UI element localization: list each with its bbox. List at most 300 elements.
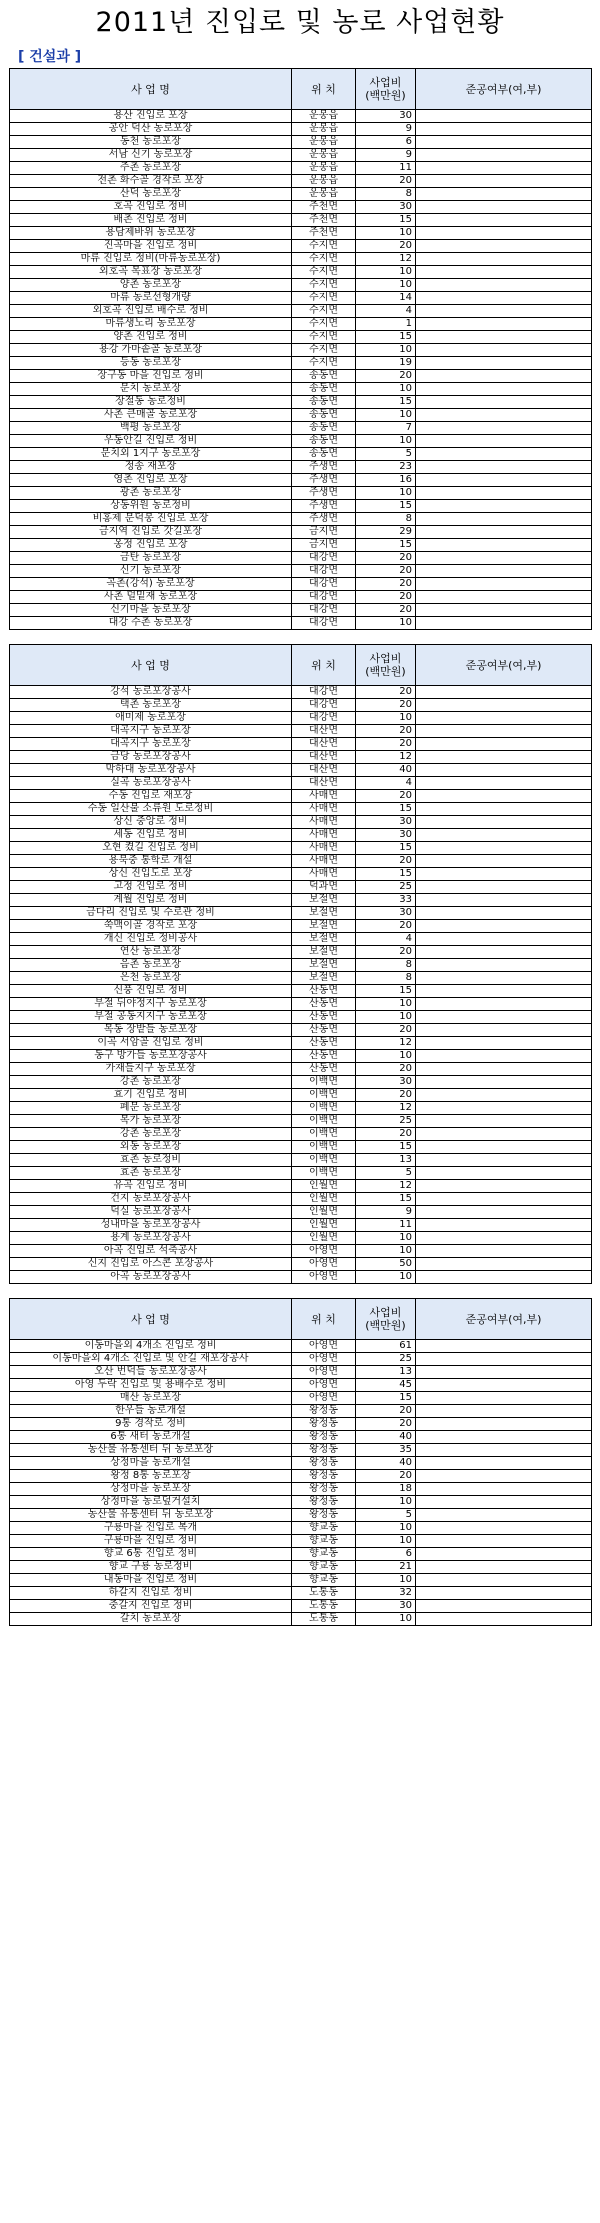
location-cell: 왕정동 [292,1457,356,1470]
completion-cell [416,1219,592,1232]
cost-cell: 8 [356,188,416,201]
cost-cell: 25 [356,1115,416,1128]
project-name-cell: 폐문 농로포장 [10,1102,292,1115]
location-cell: 덕과면 [292,881,356,894]
table-row [10,803,592,816]
cost-cell: 25 [356,1353,416,1366]
project-name-cell: 광촌 농로포장 [10,487,292,500]
location-cell: 보절면 [292,920,356,933]
project-name-cell: 옹정 진입로 포장 [10,539,292,552]
cost-cell: 10 [356,409,416,422]
project-name-cell: 외동 농로포장 [10,1141,292,1154]
location-cell: 사매면 [292,829,356,842]
project-name-cell: 갈치 농로포장 [10,1613,292,1626]
location-cell: 송동면 [292,383,356,396]
location-cell: 수지면 [292,331,356,344]
table-row [10,344,592,357]
location-cell: 인월면 [292,1219,356,1232]
project-name-cell: 쑥맥이골 경작로 포장 [10,920,292,933]
table-row [10,1444,592,1457]
completion-cell [416,266,592,279]
project-name-cell: 강촌 농로포장 [10,1076,292,1089]
cost-cell: 61 [356,1340,416,1353]
location-cell: 운봉읍 [292,188,356,201]
header-cost: 사업비 (백만원) [356,69,416,110]
table-row [10,1063,592,1076]
table-row [10,1219,592,1232]
table-row [10,816,592,829]
cost-cell: 4 [356,933,416,946]
location-cell: 사매면 [292,842,356,855]
project-name-cell: 상신 중앙로 정비 [10,816,292,829]
cost-cell: 10 [356,435,416,448]
table-row [10,123,592,136]
location-cell: 산동면 [292,1050,356,1063]
project-name-cell: 등동 농로포장 [10,357,292,370]
location-cell: 금지면 [292,539,356,552]
completion-cell [416,1457,592,1470]
completion-cell [416,855,592,868]
location-cell: 대강면 [292,578,356,591]
cost-cell: 10 [356,1496,416,1509]
location-cell: 수지면 [292,292,356,305]
table-row [10,201,592,214]
location-cell: 도통동 [292,1613,356,1626]
completion-cell [416,1470,592,1483]
table-row [10,946,592,959]
project-name-cell: 대곡지구 농로포장 [10,725,292,738]
completion-cell [416,539,592,552]
project-name-cell: 오현 켰길 진입로 정비 [10,842,292,855]
location-cell: 수지면 [292,305,356,318]
project-name-cell: 공안 덕산 농로포장 [10,123,292,136]
cost-cell: 21 [356,1561,416,1574]
cost-cell: 15 [356,396,416,409]
table-row [10,1600,592,1613]
cost-cell: 10 [356,1613,416,1626]
cost-cell: 40 [356,764,416,777]
location-cell: 대강면 [292,565,356,578]
table-row [10,617,592,630]
table-row [10,1574,592,1587]
cost-cell: 1 [356,318,416,331]
table-row [10,136,592,149]
project-table [9,644,592,1284]
completion-cell [416,110,592,123]
cost-cell: 10 [356,1535,416,1548]
completion-cell [416,1431,592,1444]
header-cost: 사업비 (백만원) [356,1299,416,1340]
table-row [10,578,592,591]
project-name-cell: 양촌 진입로 정비 [10,331,292,344]
project-name-cell: 은천 농로포장 [10,972,292,985]
project-name-cell: 고정 진입로 정비 [10,881,292,894]
project-name-cell: 상신 진입도로 포장 [10,868,292,881]
location-cell: 왕정동 [292,1496,356,1509]
table-row [10,474,592,487]
table-row [10,240,592,253]
cost-cell: 10 [356,487,416,500]
cost-cell: 8 [356,513,416,526]
completion-cell [416,998,592,1011]
table-row [10,162,592,175]
project-name-cell: 용담제바위 농로포장 [10,227,292,240]
location-cell: 송동면 [292,370,356,383]
cost-cell: 30 [356,110,416,123]
project-table [9,68,592,630]
completion-cell [416,331,592,344]
cost-cell: 20 [356,699,416,712]
project-name-cell: 대곡지구 농로포장 [10,738,292,751]
table-row [10,829,592,842]
project-name-cell: 신지 진입로 아스콘 포장공사 [10,1258,292,1271]
project-name-cell: 택촌 농로포장 [10,699,292,712]
project-name-cell: 성내마을 농로포장공사 [10,1219,292,1232]
project-name-cell: 덕실 농로포장공사 [10,1206,292,1219]
table-row [10,1353,592,1366]
location-cell: 이백면 [292,1154,356,1167]
table-row [10,461,592,474]
location-cell: 대강면 [292,712,356,725]
project-name-cell: 이동마을외 4개소 진입로 정비 [10,1340,292,1353]
project-name-cell: 금지역 진입로 갓길포장 [10,526,292,539]
cost-cell: 20 [356,725,416,738]
location-cell: 송동면 [292,422,356,435]
cost-cell: 50 [356,1258,416,1271]
cost-cell: 12 [356,253,416,266]
completion-cell [416,959,592,972]
cost-cell: 11 [356,1219,416,1232]
project-name-cell: 구룡마을 진입로 복개 [10,1522,292,1535]
project-name-cell: 목가 농로포장 [10,1115,292,1128]
project-name-cell: 신기 농로포장 [10,565,292,578]
completion-cell [416,1115,592,1128]
completion-cell [416,1154,592,1167]
project-name-cell: 상정마을 농로덮거설치 [10,1496,292,1509]
project-name-cell: 금다리 진입로 및 수로관 정비 [10,907,292,920]
table-row [10,1561,592,1574]
location-cell: 이백면 [292,1115,356,1128]
location-cell: 이백면 [292,1089,356,1102]
location-cell: 왕정동 [292,1470,356,1483]
table-row [10,1011,592,1024]
location-cell: 인월면 [292,1232,356,1245]
completion-cell [416,422,592,435]
location-cell: 산동면 [292,998,356,1011]
project-name-cell: 오산 번덕들 농로포장공사 [10,1366,292,1379]
cost-cell: 45 [356,1379,416,1392]
location-cell: 향교동 [292,1535,356,1548]
completion-cell [416,344,592,357]
project-name-cell: 영촌 진입로 포장 [10,474,292,487]
table-row [10,1115,592,1128]
table-row [10,370,592,383]
location-cell: 대산면 [292,764,356,777]
completion-cell [416,1561,592,1574]
location-cell: 아영면 [292,1245,356,1258]
cost-cell: 20 [356,1128,416,1141]
project-name-cell: 수동 일산불 소류원 도로정비 [10,803,292,816]
project-name-cell: 문치외 1지구 농로포장 [10,448,292,461]
project-name-cell: 실곡 농로포장공사 [10,777,292,790]
completion-cell [416,738,592,751]
project-name-cell: 용북중 통학로 개설 [10,855,292,868]
table-row [10,487,592,500]
completion-cell [416,1366,592,1379]
table-row [10,1379,592,1392]
project-name-cell: 주촌 농로포장 [10,162,292,175]
project-name-cell: 향교 6통 진입로 정비 [10,1548,292,1561]
completion-cell [416,292,592,305]
cost-cell: 33 [356,894,416,907]
project-name-cell: 한우들 농로개설 [10,1405,292,1418]
cost-cell: 9 [356,149,416,162]
header-project-name: 사 업 명 [10,1299,292,1340]
completion-cell [416,409,592,422]
completion-cell [416,699,592,712]
table-row [10,777,592,790]
location-cell: 사매면 [292,868,356,881]
cost-cell: 10 [356,1574,416,1587]
location-cell: 아영면 [292,1340,356,1353]
location-cell: 주천면 [292,201,356,214]
cost-cell: 10 [356,344,416,357]
table-row [10,1587,592,1600]
location-cell: 보절면 [292,946,356,959]
cost-cell: 20 [356,1063,416,1076]
location-cell: 금지면 [292,526,356,539]
completion-cell [416,1037,592,1050]
location-cell: 사매면 [292,803,356,816]
table-row [10,227,592,240]
table-row [10,110,592,123]
cost-cell: 15 [356,331,416,344]
cost-cell: 15 [356,803,416,816]
cost-cell: 40 [356,1457,416,1470]
completion-cell [416,240,592,253]
table-row [10,396,592,409]
project-name-cell: 매산 농로포장 [10,1392,292,1405]
project-name-cell: 강석 농로포장공사 [10,686,292,699]
project-name-cell: 목동 장밭들 농로포장 [10,1024,292,1037]
completion-cell [416,253,592,266]
table-row [10,1522,592,1535]
location-cell: 아영면 [292,1379,356,1392]
location-cell: 이백면 [292,1141,356,1154]
table-row [10,1154,592,1167]
completion-cell [416,1548,592,1561]
project-name-cell: 개신 진입로 정비공사 [10,933,292,946]
cost-cell: 10 [356,1522,416,1535]
completion-cell [416,591,592,604]
cost-cell: 23 [356,461,416,474]
header-project-name: 사 업 명 [10,645,292,686]
table-row [10,1076,592,1089]
table-row [10,868,592,881]
location-cell: 주생면 [292,487,356,500]
project-tables [0,68,600,1626]
cost-cell: 10 [356,1245,416,1258]
table-row [10,1340,592,1353]
project-name-cell: 이곡 서암골 진입로 정비 [10,1037,292,1050]
cost-cell: 30 [356,829,416,842]
project-name-cell: 금당 농로포장공사 [10,751,292,764]
location-cell: 대강면 [292,604,356,617]
cost-cell: 20 [356,1089,416,1102]
location-cell: 보절면 [292,894,356,907]
cost-cell: 5 [356,448,416,461]
location-cell: 아영면 [292,1271,356,1284]
location-cell: 송동면 [292,396,356,409]
cost-cell: 30 [356,1600,416,1613]
completion-cell [416,972,592,985]
location-cell: 인월면 [292,1193,356,1206]
completion-cell [416,1418,592,1431]
completion-cell [416,396,592,409]
completion-cell [416,1050,592,1063]
location-cell: 아영면 [292,1366,356,1379]
section-spacer [0,630,600,644]
project-name-cell: 용계 농로포장공사 [10,1232,292,1245]
location-cell: 산동면 [292,1024,356,1037]
table-row [10,591,592,604]
table-row [10,1024,592,1037]
location-cell: 이백면 [292,1102,356,1115]
table-row [10,894,592,907]
project-name-cell: 백평 농로포장 [10,422,292,435]
table-row [10,149,592,162]
location-cell: 도통동 [292,1600,356,1613]
project-name-cell: 아곡 농로포장공사 [10,1271,292,1284]
completion-cell [416,1509,592,1522]
cost-cell: 20 [356,946,416,959]
table-row [10,881,592,894]
completion-cell [416,1587,592,1600]
table-row [10,1193,592,1206]
table-row [10,1180,592,1193]
cost-cell: 30 [356,907,416,920]
cost-cell: 20 [356,738,416,751]
location-cell: 산동면 [292,1011,356,1024]
location-cell: 수지면 [292,344,356,357]
table-row [10,985,592,998]
completion-cell [416,751,592,764]
completion-cell [416,513,592,526]
table-row [10,214,592,227]
project-name-cell: 이동마을외 4개소 진입로 및 안길 재포장공사 [10,1353,292,1366]
cost-cell: 15 [356,1141,416,1154]
cost-cell: 4 [356,777,416,790]
location-cell: 송동면 [292,435,356,448]
project-name-cell: 아곡 진입로 석축공사 [10,1245,292,1258]
table-row [10,539,592,552]
cost-cell: 20 [356,920,416,933]
location-cell: 왕정동 [292,1483,356,1496]
department-label: [ 건설과 ] [18,49,82,65]
project-name-cell: 농산물 유통센터 뒤 농로포장 [10,1444,292,1457]
project-table [9,1298,592,1626]
completion-cell [416,500,592,513]
project-name-cell: 용강 가마솥골 농로포장 [10,344,292,357]
project-name-cell: 왕정 8통 농로포장 [10,1470,292,1483]
location-cell: 운봉읍 [292,110,356,123]
completion-cell [416,552,592,565]
completion-cell [416,474,592,487]
location-cell: 수지면 [292,279,356,292]
project-name-cell: 진곡마을 진입로 정비 [10,240,292,253]
project-name-cell: 중갈지 진입로 정비 [10,1600,292,1613]
completion-cell [416,578,592,591]
cost-cell: 40 [356,1431,416,1444]
cost-cell: 10 [356,712,416,725]
completion-cell [416,565,592,578]
completion-cell [416,1180,592,1193]
completion-cell [416,725,592,738]
table-row [10,1232,592,1245]
table-row [10,1392,592,1405]
location-cell: 왕정동 [292,1444,356,1457]
cost-cell: 10 [356,279,416,292]
cost-cell: 10 [356,383,416,396]
cost-cell: 10 [356,227,416,240]
cost-cell: 15 [356,1193,416,1206]
table-row [10,1457,592,1470]
cost-cell: 15 [356,868,416,881]
completion-cell [416,1089,592,1102]
table-row [10,1050,592,1063]
project-name-cell: 상정마을 농로개설 [10,1457,292,1470]
location-cell: 향교동 [292,1561,356,1574]
cost-cell: 29 [356,526,416,539]
location-cell: 수지면 [292,240,356,253]
location-cell: 왕정동 [292,1431,356,1444]
location-cell: 아영면 [292,1353,356,1366]
project-name-cell: 배촌 진입로 정비 [10,214,292,227]
table-row [10,1431,592,1444]
project-name-cell: 산덕 농로포장 [10,188,292,201]
table-row [10,422,592,435]
completion-cell [416,1141,592,1154]
table-row [10,1271,592,1284]
completion-cell [416,1340,592,1353]
project-name-cell: 사촌 큰매골 농로포장 [10,409,292,422]
project-name-cell: 호곡 진입로 정비 [10,201,292,214]
cost-cell: 15 [356,842,416,855]
completion-cell [416,1102,592,1115]
cost-cell: 7 [356,422,416,435]
table-row [10,500,592,513]
completion-cell [416,1613,592,1626]
cost-cell: 12 [356,1180,416,1193]
location-cell: 수지면 [292,357,356,370]
header-completion: 준공여부(여,부) [416,1299,592,1340]
completion-cell [416,214,592,227]
header-location: 위 치 [292,645,356,686]
project-name-cell: 사촌 덜밑재 농로포장 [10,591,292,604]
completion-cell [416,1063,592,1076]
cost-cell: 13 [356,1154,416,1167]
table-row [10,1366,592,1379]
cost-cell: 20 [356,565,416,578]
location-cell: 송동면 [292,409,356,422]
table-row [10,1470,592,1483]
cost-cell: 10 [356,1011,416,1024]
table-row [10,357,592,370]
completion-cell [416,1392,592,1405]
cost-cell: 15 [356,985,416,998]
cost-cell: 30 [356,1076,416,1089]
location-cell: 운봉읍 [292,136,356,149]
